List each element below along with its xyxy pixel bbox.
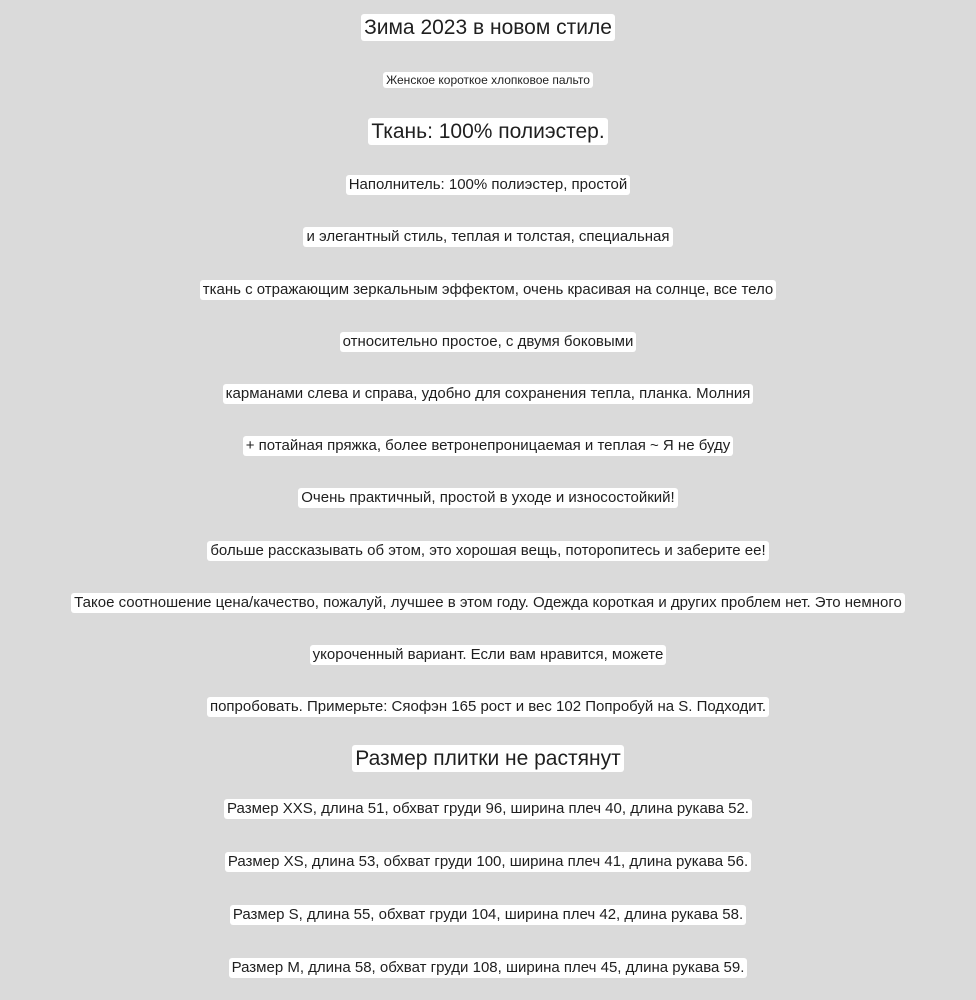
size-row-s [0, 905, 976, 925]
description-line-5-row [0, 384, 976, 404]
description-line: Наполнитель: 100% полиэстер, простой [346, 175, 631, 195]
size-line: Размер XXS, длина 51, обхват груди 96, ширина плеч 40, длина рукава 52. [224, 799, 752, 819]
description-line: Очень практичный, простой в уходе и износостойкий! [298, 488, 677, 508]
size-line: Размер XS, длина 53, обхват груди 100, ширина плеч 41, длина рукава 56. [225, 852, 751, 872]
page-title: Зима 2023 в новом стиле [361, 14, 615, 41]
subtitle-row [0, 71, 976, 89]
description-line-8-row [0, 541, 976, 561]
description-line-2-row [0, 227, 976, 247]
description-line: относительно простое, с двумя боковыми [340, 332, 637, 352]
fabric-heading-row [0, 118, 976, 145]
description-line: и элегантный стиль, теплая и толстая, специальная [303, 227, 672, 247]
description-line: попробовать. Примерьте: Сяофэн 165 рост и вес 102 Попробуй на S. Подходит. [207, 697, 769, 717]
size-heading: Размер плитки не растянут [352, 745, 623, 772]
description-line: + потайная пряжка, более ветронепроницаемая и теплая ~ Я не буду [243, 436, 733, 456]
description-line: Такое соотношение цена/качество, пожалуй, лучшее в этом году. Одежда короткая и других проблем нет. Это немного [71, 593, 905, 613]
size-row-xs [0, 852, 976, 872]
subtitle: Женское короткое хлопковое пальто [383, 72, 593, 88]
fabric-heading: Ткань: 100% полиэстер. [368, 118, 607, 145]
description-line-9-row [0, 593, 976, 613]
size-row-xxs [0, 799, 976, 819]
size-line: Размер S, длина 55, обхват груди 104, ширина плеч 42, длина рукава 58. [230, 905, 746, 925]
size-line: Размер M, длина 58, обхват груди 108, ширина плеч 45, длина рукава 59. [229, 958, 748, 978]
description-line-11-row [0, 697, 976, 717]
description-line-10-row [0, 645, 976, 665]
description-line-3-row [0, 280, 976, 300]
description-line-4-row [0, 332, 976, 352]
page-title-row [0, 14, 976, 41]
description-line: ткань с отражающим зеркальным эффектом, очень красивая на солнце, все тело [200, 280, 777, 300]
description-line: укороченный вариант. Если вам нравится, можете [310, 645, 667, 665]
size-heading-row [0, 745, 976, 772]
description-line-7-row [0, 488, 976, 508]
size-row-m [0, 958, 976, 978]
description-line-1-row [0, 175, 976, 195]
description-line: карманами слева и справа, удобно для сохранения тепла, планка. Молния [223, 384, 754, 404]
description-line-6-row [0, 436, 976, 456]
description-line: больше рассказывать об этом, это хорошая вещь, поторопитесь и заберите ее! [207, 541, 768, 561]
